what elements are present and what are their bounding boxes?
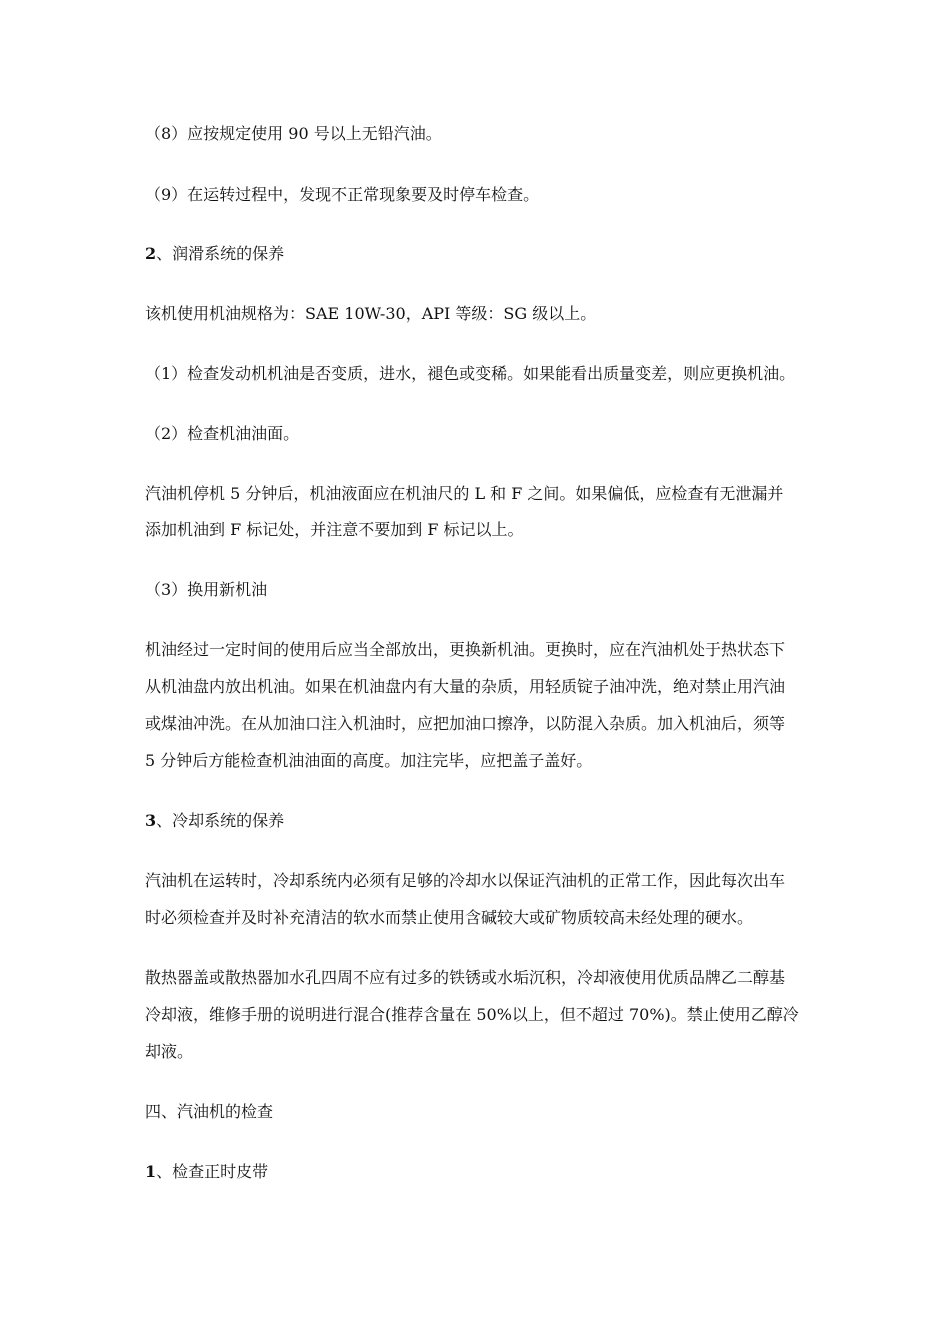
paragraph-line: 冷却液，维修手册的说明进行混合(推荐含量在 50%以上，但不超过 70%)。禁止使用乙醇冷 bbox=[145, 1005, 799, 1024]
paragraph-item-1: （1）检查发动机机油是否变质，进水，褪色或变稀。如果能看出质量变差，则应更换机油。 bbox=[145, 364, 796, 383]
section-heading-timing-belt bbox=[145, 1162, 825, 1182]
section-number: 1 bbox=[145, 1162, 157, 1181]
section-title: 、冷却系统的保养 bbox=[156, 811, 285, 830]
paragraph-line: 添加机油到 F 标记处，并注意不要加到 F 标记以上。 bbox=[145, 520, 524, 539]
chapter-heading-inspection: 四、汽油机的检查 bbox=[145, 1102, 274, 1121]
paragraph-line: 5 分钟后方能检查机油油面的高度。加注完毕，应把盖子盖好。 bbox=[145, 751, 593, 770]
paragraph-line: 或煤油冲洗。在从加油口注入机油时，应把加油口擦净，以防混入杂质。加入机油后，须等 bbox=[145, 714, 786, 733]
paragraph-line: 汽油机在运转时，冷却系统内必须有足够的冷却水以保证汽油机的正常工作，因此每次出车 bbox=[145, 871, 786, 890]
paragraph-item-9: （9）在运转过程中，发现不正常现象要及时停车检查。 bbox=[145, 185, 540, 204]
paragraph-item-3: （3）换用新机油 bbox=[145, 580, 268, 599]
section-title: 、润滑系统的保养 bbox=[156, 244, 285, 263]
paragraph-line: 散热器盖或散热器加水孔四周不应有过多的铁锈或水垢沉积，冷却液使用优质品牌乙二醇基 bbox=[145, 968, 786, 987]
paragraph-line: 从机油盘内放出机油。如果在机油盘内有大量的杂质，用轻质锭子油冲洗，绝对禁止用汽油 bbox=[145, 677, 786, 696]
section-heading-lubrication bbox=[145, 244, 825, 264]
section-heading-cooling bbox=[145, 811, 825, 831]
oil-spec-paragraph: 该机使用机油规格为：SAE 10W-30，API 等级：SG 级以上。 bbox=[145, 304, 597, 323]
paragraph-line: 却液。 bbox=[145, 1042, 194, 1061]
paragraph-item-2: （2）检查机油油面。 bbox=[145, 424, 300, 443]
section-number: 3 bbox=[145, 811, 157, 830]
section-title: 、检查正时皮带 bbox=[156, 1162, 269, 1181]
paragraph-line: 机油经过一定时间的使用后应当全部放出，更换新机油。更换时，应在汽油机处于热状态下 bbox=[145, 640, 786, 659]
section-number: 2 bbox=[145, 244, 157, 263]
paragraph-item-8: （8）应按规定使用 90 号以上无铅汽油。 bbox=[145, 124, 442, 143]
paragraph-line: 时必须检查并及时补充清洁的软水而禁止使用含碱较大或矿物质较高未经处理的硬水。 bbox=[145, 908, 754, 927]
paragraph-line: 汽油机停机 5 分钟后，机油液面应在机油尺的 L 和 F 之间。如果偏低，应检查有无泄漏并 bbox=[145, 484, 784, 503]
